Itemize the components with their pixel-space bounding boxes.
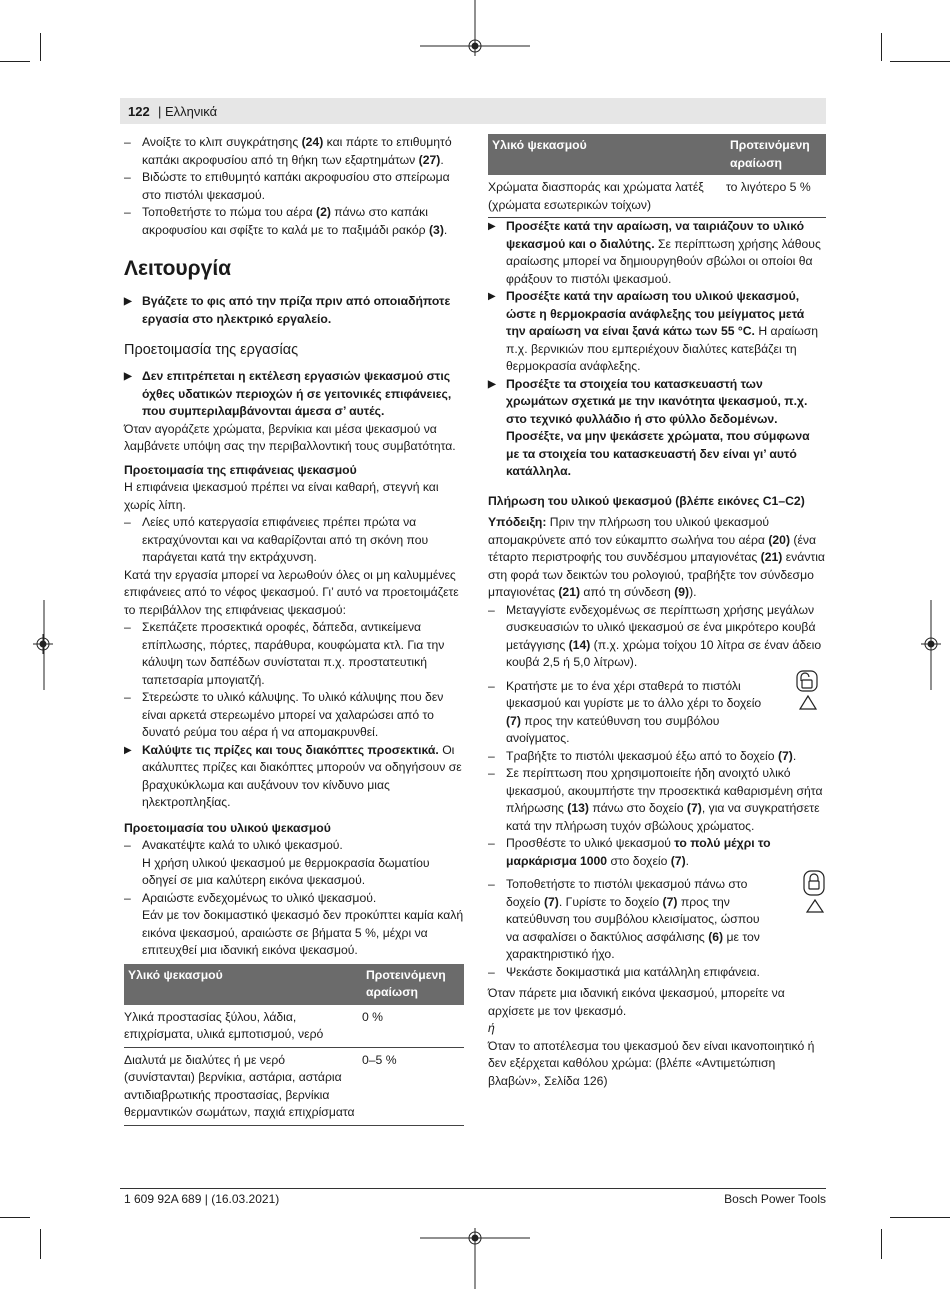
- list-item: – Σε περίπτωση που χρησιμοποιείτε ήδη ανοιχτό υλικό ψεκασμού, ακουμπήστε την προσεκτικά καθαρισμένη σήτα πλήρωσης (13) πάνω στο δοχείο (7), για να συγκρατήσετε κατά την πλήρωση τυχόν σβώλους χρώματος.: [488, 765, 826, 835]
- unlock-icon: [790, 668, 826, 718]
- crop-mark: [881, 1229, 882, 1259]
- paragraph: Κατά την εργασία μπορεί να λερωθούν όλες οι μη καλυμμένες επιφάνειες από το νέφος ψεκασμού. Γι’ αυτό να προετοιμάζετε το περιβάλλον της επιφάνειας ψεκασμού:: [124, 567, 459, 617]
- registration-line: [420, 1237, 530, 1239]
- safety-warning: ▶ Δεν επιτρέπεται η εκτέλεση εργασιών ψεκασμού στις όχθες υδατικών περιοχών ή σε γειτονικές επιφάνειες, που συμπεριλαμβάνονται άμεσα σ’ αυτές.: [124, 368, 464, 421]
- dilution-table-continued: [488, 134, 826, 218]
- subheading: Προετοιμασία του υλικού ψεκασμού: [124, 820, 331, 835]
- crop-mark: [40, 33, 41, 61]
- footer-document-id: 1 609 92A 689 | (16.03.2021): [124, 1192, 280, 1206]
- table-header: Προτεινόμενη αραίωση: [362, 964, 464, 1005]
- crop-mark: [0, 61, 30, 62]
- table-header: Υλικό ψεκασμού: [124, 964, 362, 1005]
- safety-warning: ▶ Βγάζετε το φις από την πρίζα πριν από οποιαδήποτε εργασία στο ηλεκτρικό εργαλείο.: [124, 293, 464, 328]
- table-row: Υλικά προστασίας ξύλου, λάδια, επιχρίσματα, υλικά εμποτισμού, νερό 0 %: [124, 1005, 464, 1048]
- list-item: – Βιδώστε το επιθυμητό καπάκι ακροφυσίου στο σπείρωμα στο πιστόλι ψεκασμού.: [124, 169, 464, 204]
- list-item: – Τραβήξτε το πιστόλι ψεκασμού έξω από το δοχείο (7).: [488, 748, 826, 766]
- table-row: Διαλυτά με διαλύτες ή με νερό (συνίστανται) βερνίκια, αστάρια, αστάρια αντιδιαβρωτικής προστασίας, βερνίκια θερμαντικών σωμάτων, παχιά επιχρίσματα 0–5 %: [124, 1047, 464, 1125]
- right-column: [488, 134, 826, 1090]
- paragraph: Όταν πάρετε μια ιδανική εικόνα ψεκασμού, μπορείτε να αρχίσετε με τον ψεκασμό.: [488, 986, 785, 1018]
- left-column: [124, 134, 464, 1126]
- footer-rule: [120, 1188, 826, 1189]
- safety-warning: ▶ Προσέξτε κατά την αραίωση του υλικού ψεκασμού, ώστε η θερμοκρασία ανάφλεξης του μείγματος μετά την αραίωση να είναι ξανά κάτω των 55 °C. Η αραίωση π.χ. βερνικιών που εμπεριέχουν διαλύτες κατεβάζει τη θερμοκρασία ανάφλεξης.: [488, 288, 826, 376]
- paragraph: Η επιφάνεια ψεκασμού πρέπει να είναι καθαρή, στεγνή και χωρίς λίπη.: [124, 480, 439, 512]
- list-item: – Μεταγγίστε ενδεχομένως σε περίπτωση χρήσης μεγάλων συσκευασιών το υλικό ψεκασμού σε ένα μικρότερο κουβά μετάγγισης (14) (π.χ. χρώμα τοίχου 10 λίτρα σε έναν άδειο κουβά 2,5 ή 5,0 λίτρων).: [488, 602, 826, 672]
- list-item-note: Η χρήση υλικού ψεκασμού με θερμοκρασία δωματίου οδηγεί σε μια καλύτερη εικόνα ψεκασμού.: [142, 855, 430, 887]
- footer-brand: Bosch Power Tools: [724, 1192, 826, 1206]
- dilution-table: [124, 964, 464, 1126]
- safety-warning: ▶ Προσέξτε τα στοιχεία του κατασκευαστή των χρωμάτων σχετικά με την ικανότητα ψεκασμού, π.χ. στο τεχνικό φυλλάδιο ή στο φύλλο δεδομένων. Προσέξτε, να μην ψεκάσετε χρώματα, που σύμφωνα με τα στοιχεία του κατασκευαστή δεν είναι γι’ αυτό κατάλληλα.: [488, 376, 826, 481]
- list-item: – Τοποθετήστε το πώμα του αέρα (2) πάνω στο καπάκι ακροφυσίου και σφίξτε το καλά με το παξιμάδι ρακόρ (3).: [124, 204, 464, 239]
- table-header: Υλικό ψεκασμού: [488, 134, 726, 175]
- list-item-note: Εάν με τον δοκιμαστικό ψεκασμό δεν προκύπτει καμία καλή εικόνα ψεκασμού, αραιώστε σε βήματα 5 %, μέχρι να επιτευχθεί μια ιδανική εικόνα ψεκασμού.: [142, 908, 464, 957]
- list-item: – Κρατήστε με το ένα χέρι σταθερά το πιστόλι ψεκασμού και γυρίστε με το άλλο χέρι το δοχείο (7) προς την κατεύθυνση του συμβόλου ανοίγματος.: [488, 678, 766, 748]
- list-item: – Στερεώστε το υλικό κάλυψης. Το υλικό κάλυψης που δεν είναι αρκετά στερεωμένο μπορεί να χαλαρώσει από το δυνατό ρεύμα του αέρα ή να απομακρυνθεί.: [124, 689, 464, 742]
- language-label: | Ελληνικά: [158, 104, 218, 119]
- subsection-heading: Προετοιμασία της εργασίας: [124, 342, 299, 358]
- crop-mark: [890, 61, 950, 62]
- list-item: – Ανακατέψτε καλά το υλικό ψεκασμού.: [124, 837, 464, 855]
- subheading: Πλήρωση του υλικού ψεκασμού (βλέπε εικόνες C1–C2): [488, 493, 805, 508]
- section-heading: Λειτουργία: [124, 257, 232, 280]
- note-paragraph: Υπόδειξη: Πριν την πλήρωση του υλικού ψεκασμού απομακρύνετε από τον εύκαμπτο σωλήνα του αέρα (20) (ένα τέταρτο περιστροφής του συνδέσμου μπαγιονέτας (21) ενάντια στη φορά των δεικτών του ρολογιού, τραβήξτε τον σύνδεσμο μπαγιονέτας (21) από τη σύνδεση (9)).: [488, 515, 825, 599]
- registration-line: [474, 1246, 476, 1289]
- list-item: – Προσθέστε το υλικό ψεκασμού το πολύ μέχρι το μαρκάρισμα 1000 στο δοχείο (7).: [488, 835, 826, 870]
- paragraph: Όταν το αποτέλεσμα του ψεκασμού δεν είναι ικανοποιητικό ή δεν εξέρχεται καθόλου χρώμα: (βλέπε «Αντιμετώπιση βλαβών», Σελίδα 126): [488, 1038, 815, 1088]
- crop-mark: [40, 1229, 41, 1259]
- page-number: 122: [128, 104, 150, 119]
- registration-line: [420, 45, 530, 47]
- or-separator: ή: [488, 1021, 495, 1035]
- safety-warning: ▶ Καλύψτε τις πρίζες και τους διακόπτες προσεκτικά. Οι ακάλυπτες πρίζες και διακόπτες μπορούν να οδηγήσουν σε βραχυκύκλωμα και αυξάνουν τον κίνδυνο μιας ηλεκτροπληξίας.: [124, 742, 464, 812]
- page-header: [120, 98, 826, 124]
- crop-mark: [890, 1217, 950, 1218]
- crop-mark: [0, 1217, 30, 1218]
- subheading: Προετοιμασία της επιφάνειας ψεκασμού: [124, 462, 357, 477]
- registration-line: [930, 600, 932, 690]
- list-item: – Σκεπάζετε προσεκτικά οροφές, δάπεδα, αντικείμενα επίπλωσης, πόρτες, παράθυρα, κουφώματα κτλ. Για την κάλυψη των δαπέδων συνίσταται π.χ. προστατευτική ταπετσαρία μπογιατζή.: [124, 619, 464, 689]
- list-item: – Ανοίξτε το κλιπ συγκράτησης (24) και πάρτε το επιθυμητό καπάκι ακροφυσίου από τη θήκη των εξαρτημάτων (27).: [124, 134, 464, 169]
- list-item: – Λείες υπό κατεργασία επιφάνειες πρέπει πρώτα να εκτραχύνονται και να καθαρίζονται από τη σκόνη που παράγεται κατά την εκτράχυνση.: [124, 514, 464, 567]
- list-item: – Ψεκάστε δοκιμαστικά μια κατάλληλη επιφάνεια.: [488, 964, 826, 982]
- paragraph: Όταν αγοράζετε χρώματα, βερνίκια και μέσα ψεκασμού να λαμβάνετε υπόψη σας την περιβαλλοντική τους συμβατότητα.: [124, 421, 456, 453]
- table-row: Χρώματα διασποράς και χρώματα λατέξ (χρώματα εσωτερικών τοίχων) το λιγότερο 5 %: [488, 175, 826, 218]
- list-item: – Τοποθετήστε το πιστόλι ψεκασμού πάνω στο δοχείο (7). Γυρίστε το δοχείο (7) προς την κατεύθυνση του συμβόλου κλεισίματος, ώσπου να ασφαλίσει ο δακτύλιος ασφάλισης (6) με τον χαρακτηριστικό ήχο.: [488, 876, 766, 964]
- table-header: Προτεινόμενη αραίωση: [726, 134, 826, 175]
- crop-mark: [881, 33, 882, 61]
- registration-line: [43, 600, 45, 690]
- safety-warning: ▶ Προσέξτε κατά την αραίωση, να ταιριάζουν το υλικό ψεκασμού και ο διαλύτης. Σε περίπτωση χρήσης λάθους αραίωσης μπορεί να δημιουργηθούν σβώλοι οι οποίοι θα φράξουν το πιστόλι ψεκασμού.: [488, 218, 826, 288]
- list-item: – Αραιώστε ενδεχομένως το υλικό ψεκασμού.: [124, 890, 464, 908]
- registration-line: [474, 0, 476, 40]
- lock-icon: [797, 868, 833, 918]
